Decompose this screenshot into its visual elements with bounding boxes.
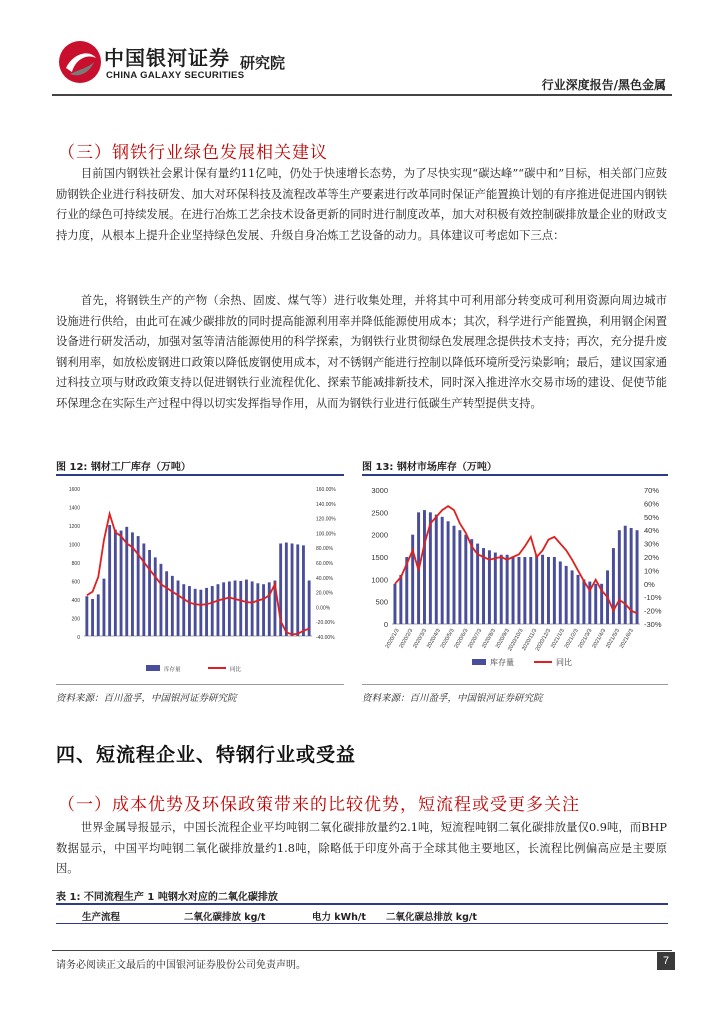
x-tick-label: 2020/7/3 (467, 628, 484, 650)
legend-label-yoy: 同比 (230, 667, 242, 673)
y-left-tick-label: 0 (77, 635, 80, 641)
x-tick-label: 2020/1/3 (384, 628, 401, 650)
y-right-tick-label: -20% (644, 606, 662, 616)
inventory-bar (228, 581, 231, 636)
figure-12-source: 资料来源：百川盈孚，中国银河证券研究院 (56, 693, 237, 704)
inventory-bar (571, 570, 574, 624)
y-left-tick-label: 1200 (68, 524, 80, 530)
inventory-bar (91, 599, 94, 636)
inventory-bar (114, 530, 117, 636)
y-right-tick-label: 100.00% (316, 531, 336, 538)
inventory-bar (506, 555, 509, 624)
inventory-bar (285, 543, 288, 636)
factory-inventory-chart (56, 480, 344, 682)
y-left-tick-label: 2000 (371, 530, 388, 540)
y-right-tick-label: 70% (644, 486, 660, 495)
inventory-bar (217, 584, 220, 636)
report-type: 行业深度报告/黑色金属 (541, 78, 666, 92)
table-1-caption: 表 1: 不同流程生产 1 吨钢水对应的二氧化碳排放 (56, 892, 278, 903)
x-tick-label: 2021/5/3 (605, 628, 622, 650)
inventory-bar (482, 548, 485, 624)
market-inventory-chart (362, 480, 668, 682)
inventory-bar (108, 525, 111, 636)
header-divider (52, 94, 672, 96)
inventory-bar (441, 517, 444, 624)
y-right-tick-label: 160.00% (316, 487, 336, 493)
figure-12-top-rule (56, 474, 344, 476)
paragraph-emission-comparison: 世界金属导报显示，中国长流程企业平均吨钢二氧化碳排放量约2.1吨，短流程吨钢二氧化碳排放量仅0.9吨，而BHP数据显示，中国平均吨钢二氧化碳排放量约1.8吨，除略低于印度外高于全球其他主要地区，长流程比例偏高应是主要原因。 (56, 821, 667, 876)
x-tick-label: 2020/9/3 (494, 628, 511, 650)
x-tick-label: 2021/4/3 (591, 628, 608, 650)
inventory-bar (308, 581, 311, 637)
figure-13-title: 图 13: 钢材市场库存（万吨） (362, 462, 497, 473)
inventory-bar (245, 580, 248, 636)
inventory-bar (142, 544, 145, 637)
y-right-tick-label: 0% (644, 579, 655, 589)
y-left-tick-label: 0 (383, 620, 388, 629)
inventory-bar (488, 550, 491, 624)
table-header-electricity: 电力 kWh/t (312, 912, 366, 923)
y-right-tick-label: -10% (644, 593, 662, 603)
brand-name-en: CHINA GALAXY SECURITIES (106, 70, 245, 81)
inventory-bar (85, 596, 88, 636)
x-tick-label: 2021/3/3 (577, 628, 594, 650)
y-right-tick-label: 10% (644, 566, 660, 576)
section-heading-green-development: （三）钢铁行业绿色发展相关建议 (58, 143, 328, 163)
inventory-bar (453, 526, 456, 624)
y-left-tick-label: 2500 (371, 508, 388, 518)
inventory-bar (447, 521, 450, 624)
y-right-tick-label: 60.00% (316, 561, 333, 567)
legend-label-inventory: 库存量 (490, 658, 514, 667)
y-left-tick-label: 1400 (68, 505, 80, 512)
inventory-bar (239, 581, 242, 636)
y-left-tick-label: 1000 (68, 542, 80, 549)
y-right-tick-label: 20.00% (316, 590, 333, 597)
x-tick-label: 2021/6/3 (618, 628, 635, 650)
y-right-tick-label: 0.00% (316, 605, 331, 612)
inventory-bar (464, 535, 467, 624)
inventory-bar (435, 515, 438, 624)
inventory-bar (222, 582, 225, 636)
y-right-tick-label: 40% (644, 526, 660, 536)
inventory-bar (547, 557, 550, 624)
page-number: 7 (657, 952, 675, 970)
galaxy-logo-icon (56, 38, 104, 86)
inventory-bar (470, 539, 473, 624)
inventory-bar (494, 553, 497, 624)
inventory-bar (120, 531, 123, 636)
inventory-bar (103, 579, 106, 636)
inventory-bar (399, 575, 402, 624)
y-left-tick-label: 3000 (371, 486, 388, 495)
y-left-tick-label: 400 (71, 598, 80, 604)
y-left-tick-label: 1000 (371, 575, 388, 585)
legend-swatch-inventory (472, 659, 486, 665)
inventory-bar (171, 576, 174, 636)
figure-12-title: 图 12: 钢材工厂库存（万吨） (56, 462, 191, 473)
table-header-total-emission: 二氧化碳总排放 kg/t (386, 912, 477, 923)
figure-12-bottom-rule (56, 684, 344, 685)
inventory-bar (199, 590, 202, 636)
x-tick-label: 2020/10/3 (507, 628, 525, 653)
x-tick-label: 2020/6/3 (453, 628, 470, 650)
section-4-heading: 四、短流程企业、特钢行业或受益 (56, 744, 357, 766)
inventory-bar (137, 536, 140, 636)
inventory-bar (559, 561, 562, 624)
inventory-bar (529, 557, 532, 624)
inventory-bar (582, 579, 585, 624)
inventory-bar (205, 588, 208, 636)
inventory-bar (302, 545, 305, 636)
table-header-process: 生产流程 (82, 912, 121, 923)
figure-13-source: 资料来源：百川盈孚，中国银河证券研究院 (362, 693, 543, 704)
table-1-header-rule (56, 923, 668, 924)
table-header-co2-emission: 二氧化碳排放 kg/t (184, 912, 266, 923)
inventory-bar (393, 584, 396, 624)
inventory-bar (188, 586, 191, 636)
inventory-bar (411, 535, 414, 624)
y-left-tick-label: 1500 (371, 553, 388, 562)
inventory-bar (618, 530, 621, 624)
y-right-tick-label: -30% (644, 620, 662, 629)
y-right-tick-label: 80.00% (316, 546, 333, 553)
y-right-tick-label: 20% (644, 553, 660, 562)
x-tick-label: 2020/12/3 (534, 628, 553, 653)
y-left-tick-label: 800 (71, 561, 80, 567)
brand-institute: 研究院 (240, 54, 286, 72)
brand-name-cn: 中国银河证券 (104, 46, 230, 70)
inventory-bar (624, 526, 627, 624)
inventory-bar (612, 548, 615, 624)
inventory-bar (148, 550, 151, 636)
y-right-tick-label: 120.00% (316, 516, 336, 523)
x-tick-label: 2020/4/3 (426, 628, 442, 650)
y-right-tick-label: 60% (644, 499, 660, 509)
inventory-bar (262, 584, 265, 636)
inventory-bar (636, 530, 639, 624)
paragraph-three-suggestions: 首先，将钢铁生产的产物（余热、固废、煤气等）进行收集处理，并将其中可利用部分转变成可利用资源向周边城市设施进行供给，由此可在减少碳排放的同时提高能源利用率并降低能源使用成本；其次，科学进行产能置换，利用钢企闲置设备进行研发活动，加强对氢等清洁能源使用的科学探索，为钢铁行业贯彻绿色发展理念提供技术支持；再次，充分提升废钢利用率，如放松废钢进口政策以降低废钢使用成本，对不锈钢产能进行控制以降低环境所受污染影响；最后，建议国家通过科技立项与财政政策支持以促进钢铁行业流程优化、探索节能减排新技术，同时深入推进淬水交易市场的建设、促使节能环保理念在实际生产过程中得以切实发挥指导作用，从而为钢铁行业进行低碳生产转型提供支持。 (56, 294, 667, 410)
inventory-bar (160, 564, 163, 636)
figure-13-bottom-rule (362, 684, 668, 685)
inventory-bar (565, 566, 568, 624)
inventory-bar (458, 530, 461, 624)
x-tick-label: 2020/2/3 (398, 628, 415, 650)
inventory-bar (256, 583, 259, 636)
inventory-bar (97, 594, 100, 636)
y-right-tick-label: 50% (644, 512, 660, 522)
x-tick-label: 2021/1/3 (550, 628, 566, 650)
y-left-tick-label: 500 (375, 597, 388, 607)
legend-label-inventory: 库存量 (164, 667, 181, 673)
x-tick-label: 2020/5/3 (439, 628, 456, 650)
inventory-bar (296, 544, 299, 636)
inventory-bar (535, 555, 538, 624)
inventory-bar (154, 557, 157, 636)
legend-swatch-inventory (146, 665, 160, 671)
inventory-bar (517, 557, 520, 624)
inventory-bar (423, 510, 426, 624)
inventory-bar (577, 575, 580, 624)
inventory-bar (194, 589, 197, 636)
footer-disclaimer: 请务必阅读正文最后的中国银河证券股份公司免责声明。 (56, 960, 306, 971)
y-left-tick-label: 200 (71, 616, 80, 623)
inventory-bar (268, 582, 271, 636)
subsection-heading-short-process: （一）成本优势及环保政策带来的比较优势，短流程或受更多关注 (58, 795, 580, 815)
figure-13-top-rule (362, 474, 668, 476)
x-tick-label: 2020/11/3 (521, 628, 539, 652)
inventory-bar (512, 557, 515, 624)
y-right-tick-label: -40.00% (316, 635, 335, 641)
y-right-tick-label: -20.00% (316, 620, 335, 627)
inventory-bar (523, 557, 526, 624)
paragraph-current-status: 目前国内钢铁社会累计保有量约11亿吨，仍处于快速增长态势，为了尽快实现“碳达峰”“碳中和”目标，相关部门应鼓励钢铁企业进行科技研发、加大对环保科技及流程改革等生产要素进行改革同时保证产能置换计划的有序推进促进国内钢铁行业的绿色可持续发展。在进行冶炼工艺余技术设备更新的同时进行制度改革，加大对积极有效控制碳排放量企业的财政支持力度，从根本上提升企业坚持绿色发展、升级自身冶炼工艺设备的动力。具体建议可考虑如下三点： (56, 167, 667, 242)
inventory-bar (234, 581, 237, 637)
x-tick-label: 2021/2/3 (563, 628, 580, 650)
inventory-bar (211, 586, 214, 636)
inventory-bar (165, 571, 168, 636)
inventory-bar (182, 584, 185, 636)
y-left-tick-label: 600 (71, 579, 80, 586)
y-left-tick-label: 1600 (68, 487, 80, 493)
inventory-bar (291, 544, 294, 637)
inventory-bar (541, 555, 544, 624)
y-right-tick-label: 40.00% (316, 575, 333, 582)
x-tick-label: 2020/3/3 (412, 628, 429, 650)
x-tick-label: 2020/8/3 (481, 628, 498, 650)
inventory-bar (177, 581, 180, 637)
y-right-tick-label: 30% (644, 539, 660, 549)
y-right-tick-label: 140.00% (316, 501, 336, 508)
inventory-bar (251, 581, 254, 636)
inventory-bar (594, 584, 597, 624)
inventory-bar (553, 557, 556, 624)
table-1-top-rule (56, 903, 668, 905)
inventory-bar (500, 555, 503, 624)
legend-label-yoy: 同比 (556, 658, 572, 667)
footer-divider (52, 950, 672, 951)
